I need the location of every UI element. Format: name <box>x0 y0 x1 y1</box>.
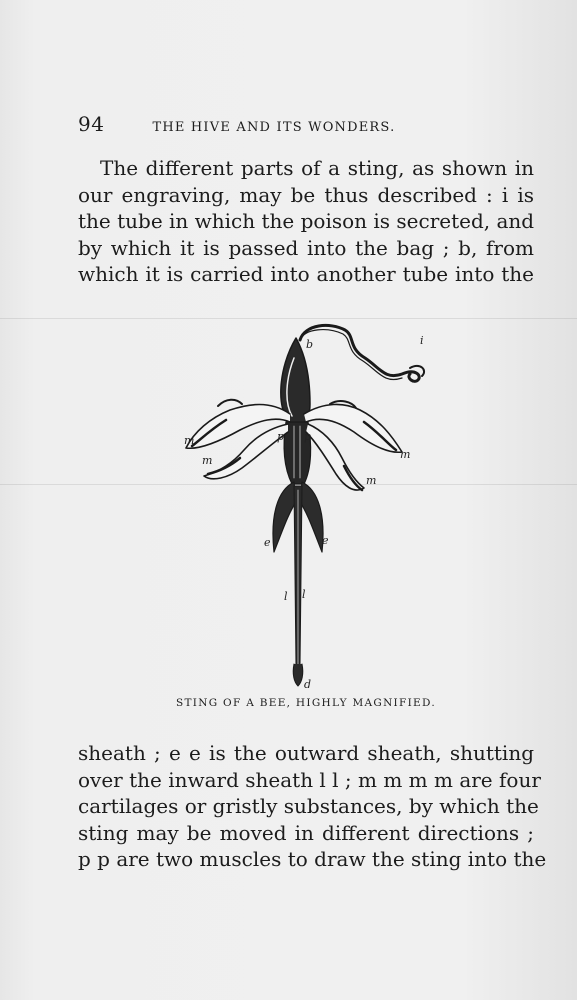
fig-label-e: e <box>322 534 329 547</box>
fig-label-l: l <box>302 588 306 601</box>
fig-label-m: m <box>400 448 411 461</box>
fig-label-b: b <box>306 338 314 351</box>
fig-label-l: l <box>284 590 288 603</box>
text-line: the tube in which the poison is secreted, and <box>78 209 535 233</box>
running-head: THE HIVE AND ITS WONDERS. <box>152 120 396 135</box>
fig-label-p-prime: p <box>304 430 312 443</box>
fig-label-i: i <box>420 334 424 347</box>
sting-engraving <box>170 318 440 698</box>
fig-label-d: d <box>304 678 312 691</box>
text-line: cartilages or gristly substances, by which the <box>78 794 539 818</box>
fig-label-m: m <box>202 454 213 467</box>
text-line: The different parts of a sting, as shown in <box>100 156 534 180</box>
text-line: by which it is passed into the bag ; b, from <box>78 235 534 260</box>
figure-caption: STING OF A BEE, HIGHLY MAGNIFIED. <box>176 697 436 709</box>
page-number: 94 <box>78 112 105 136</box>
fig-label-m: m <box>184 434 195 447</box>
fig-label-m: m <box>366 474 377 487</box>
sting-illustration <box>170 318 440 698</box>
text-line: our engraving, may be thus described : i is <box>78 182 534 207</box>
text-line: sheath ; e e is the outward sheath, shutting <box>78 741 534 765</box>
paragraph-2 <box>78 740 547 873</box>
text-line: over the inward sheath l l ; m m m m are four <box>78 767 541 792</box>
text-line: sting may be moved in different directions ; <box>78 820 534 845</box>
fig-label-e: e <box>264 536 271 549</box>
page-header <box>78 112 533 136</box>
paragraph-1 <box>78 155 534 288</box>
text-line: p p are two muscles to draw the sting into the <box>78 847 547 871</box>
fig-label-p: p <box>277 430 285 443</box>
text-line: which it is carried into another tube into the <box>78 262 534 286</box>
